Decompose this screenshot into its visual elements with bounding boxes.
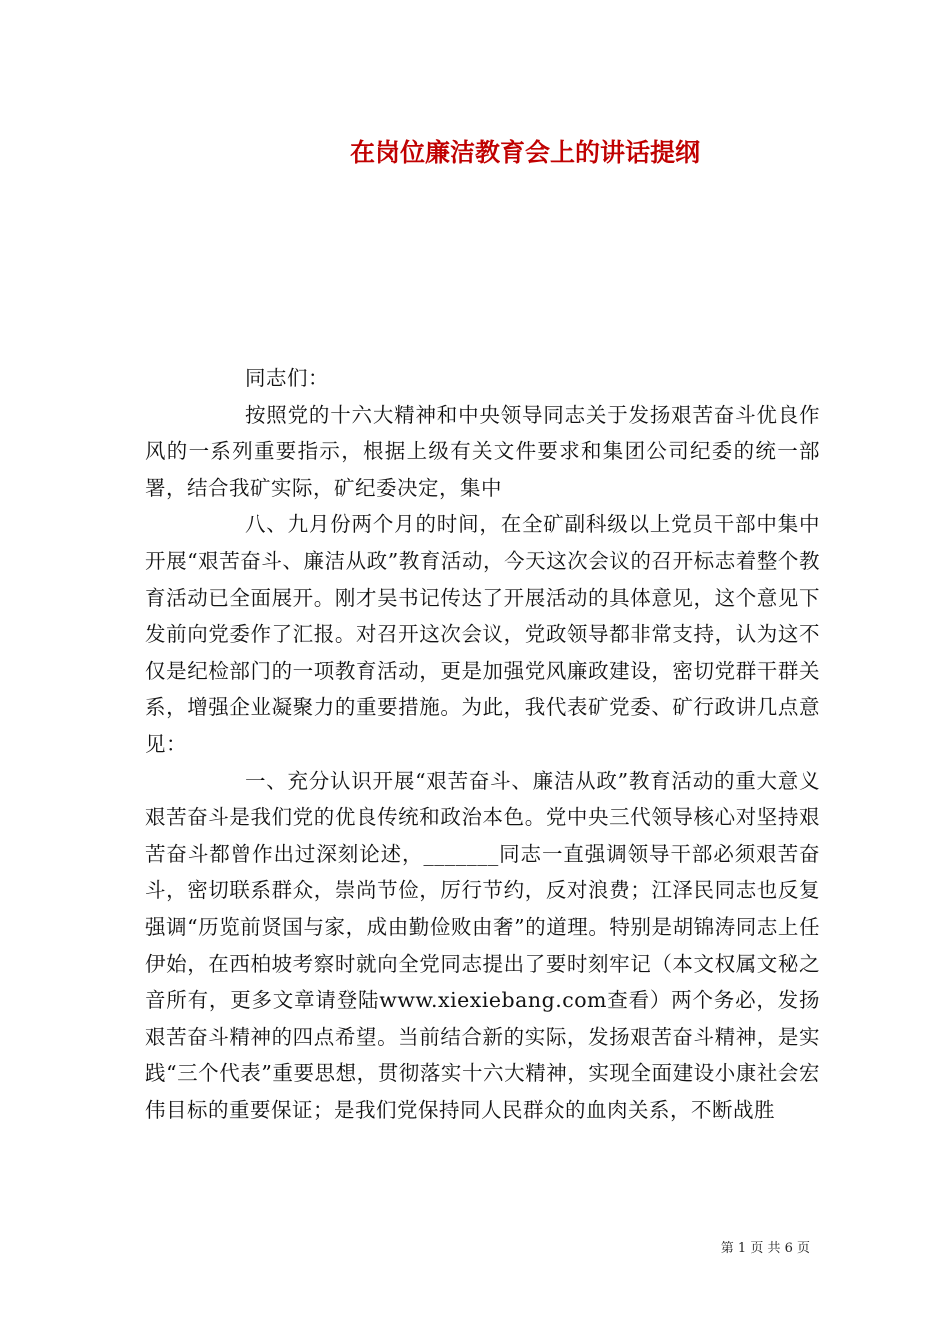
document-body	[145, 360, 820, 1128]
paragraph-section-one: 一、充分认识开展“艰苦奋斗、廉洁从政”教育活动的重大意义艰苦奋斗是我们党的优良传统和政治本色。党中央三代领导核心对坚持艰苦奋斗都曾作出过深刻论述，_______同志一直强调领导干部必须艰苦奋斗，密切联系群众，崇尚节俭，厉行节约，反对浪费；江泽民同志也反复强调“历览前贤国与家，成由勤俭败由奢”的道理。特别是胡锦涛同志上任伊始，在西柏坡考察时就向全党同志提出了要时刻牢记（本文权属文秘之音所有，更多文章请登陆www.xiexiebang.com查看）两个务必，发扬艰苦奋斗精神的四点希望。当前结合新的实际，发扬艰苦奋斗精神，是实践“三个代表”重要思想，贯彻落实十六大精神，实现全面建设小康社会宏伟目标的重要保证；是我们党保持同人民群众的血肉关系，不断战胜	[145, 768, 820, 1122]
document-title: 在岗位廉洁教育会上的讲话提纲	[349, 138, 700, 167]
page-number: 第 1 页 共 6 页	[720, 1241, 810, 1256]
paragraph-activity: 八、九月份两个月的时间，在全矿副科级以上党员干部中集中开展“艰苦奋斗、廉洁从政”教育活动，今天这次会议的召开标志着整个教育活动已全面展开。刚才吴书记传达了开展活动的具体意见，这个意见下发前向党委作了汇报。对召开这次会议，党政领导都非常支持，认为这不仅是纪检部门的一项教育活动，更是加强党风廉政建设，密切党群干群关系，增强企业凝聚力的重要措施。为此，我代表矿党委、矿行政讲几点意见：	[145, 512, 820, 756]
salutation: 同志们：	[245, 366, 329, 390]
paragraph-intro: 按照党的十六大精神和中央领导同志关于发扬艰苦奋斗优良作风的一系列重要指示，根据上级有关文件要求和集团公司纪委的统一部署，结合我矿实际，矿纪委决定，集中	[145, 402, 820, 500]
